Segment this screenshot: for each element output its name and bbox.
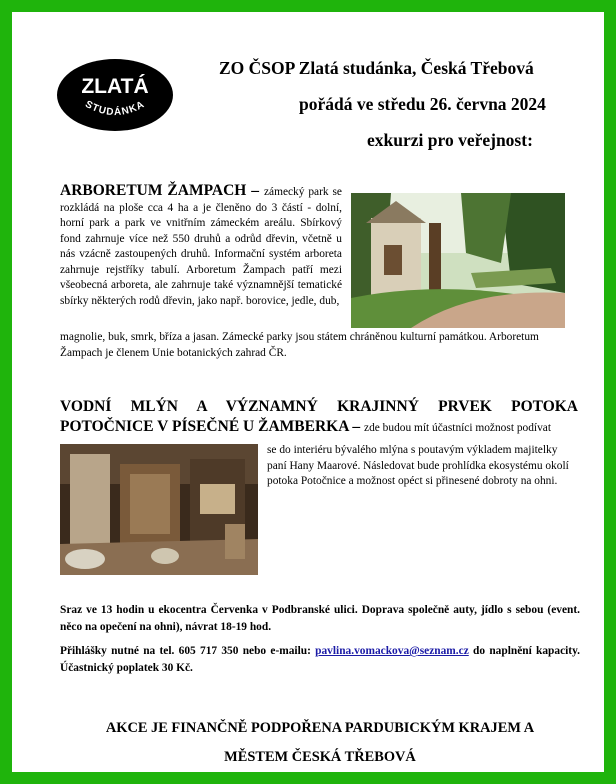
mill-interior-photo bbox=[60, 444, 258, 575]
meeting-info: Sraz ve 13 hodin u ekocentra Červenka v Podbranské ulici. Doprava společně auty, jídlo s sebou (event. něco na opečení na ohni), návrat 18-19 hod. bbox=[60, 604, 580, 633]
footer-line-2: MĚSTEM ČESKÁ TŘEBOVÁ bbox=[224, 749, 416, 765]
registration-prefix: Přihlášky nutné na tel. 605 717 350 nebo e-mailu: bbox=[60, 645, 316, 657]
mill-text: se do interiéru bývalého mlýna s poutavým výkladem majitelky paní Hany Maarové. Následovat bude prohlídka ekosystému okolí potoka Potočnice a možnost opéct si přinesené dobroty na ohni. bbox=[267, 444, 569, 487]
svg-text:ZLATÁ: ZLATÁ bbox=[81, 75, 149, 98]
mill-title-line-1: VODNÍ MLÝN A VÝZNAMNÝ KRAJINNÝ PRVEK POTOKA bbox=[60, 398, 578, 415]
registration-suffix: do naplnění kapacity. Účastnický poplatek 30 Kč. bbox=[60, 645, 581, 674]
arboretum-text-tail: magnolie, buk, smrk, bříza a jasan. Zámecké parky jsou státem chráněnou kulturní památkou. Arboretum Žampach je členem Unie botanických zahrad ČR. bbox=[60, 331, 539, 359]
registration-info bbox=[60, 643, 580, 677]
header-line-1: ZO ČSOP Zlatá studánka, Česká Třebová bbox=[219, 58, 534, 78]
header-line-2: pořádá ve středu 26. června 2024 bbox=[299, 94, 546, 114]
arboretum-dash: – bbox=[246, 182, 264, 199]
header-line-3: exkurzi pro veřejnost: bbox=[367, 130, 533, 150]
zlata-studanka-logo bbox=[56, 58, 174, 132]
arboretum-text: zámecký park se rozkládá na ploše cca 4 ha a je členěno do 3 částí - dolní, horní park a park ve vnitřním zámeckém areálu. Sbírkový fond zahrnuje více než 550 druhů a odrůd dřevin, včetně u nás vzácně zastoupených druhů. Informační systém arboreta zahrnuje rejstříky tabulí. Arboretum Žampach patří mezi všeobecná arboreta, ale zahrnuje také významnější tematické sbírky některých rodů dřevin, jako např. borovice, jedle, dub, bbox=[60, 186, 342, 307]
footer-line-1: AKCE JE FINANČNĚ PODPOŘENA PARDUBICKÝM KRAJEM A bbox=[105, 720, 535, 736]
arboretum-title: ARBORETUM ŽAMPACH bbox=[60, 182, 247, 199]
mill-section-title bbox=[60, 397, 578, 438]
mill-text-inline: zde budou mít účastníci možnost podívat bbox=[364, 422, 551, 434]
svg-text:STUDÁNKA: STUDÁNKA bbox=[83, 98, 147, 119]
email-link[interactable]: pavlina.vomackova@seznam.cz bbox=[315, 645, 469, 657]
arboretum-section bbox=[60, 183, 342, 309]
arboretum-photo bbox=[351, 193, 565, 328]
mill-title-line-2: POTOČNICE V PÍSEČNÉ U ŽAMBERKA bbox=[60, 418, 349, 435]
mill-dash: – bbox=[348, 418, 365, 435]
